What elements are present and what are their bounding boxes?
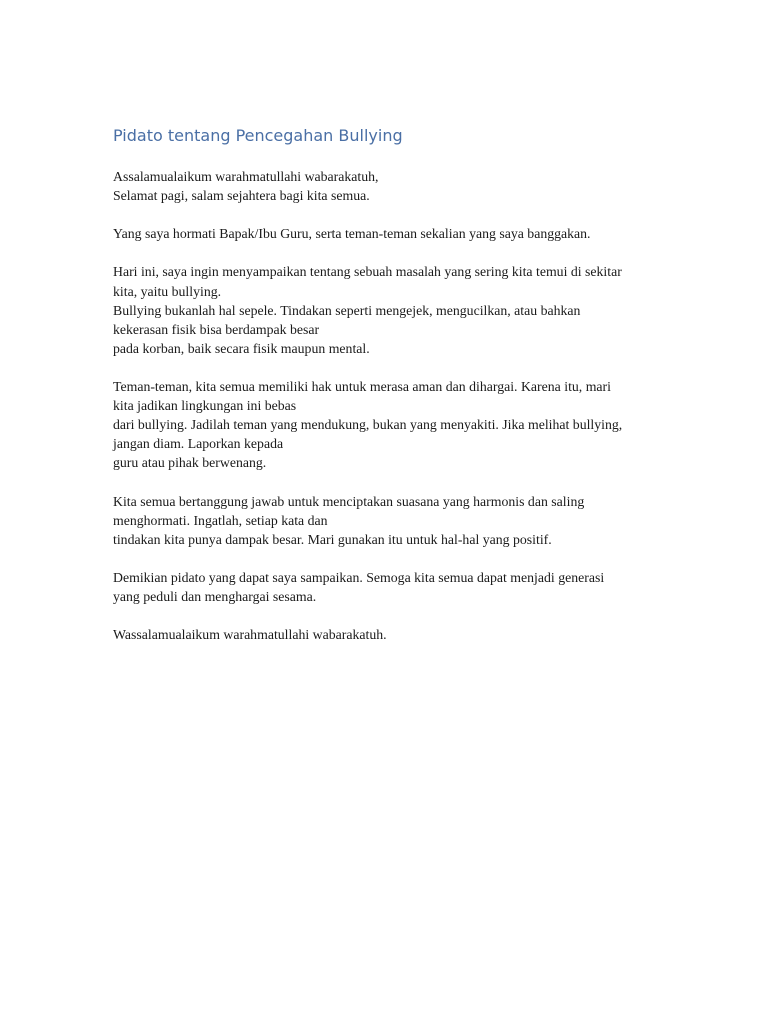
paragraph-call-to-action [113,377,673,472]
document-body [113,167,673,663]
paragraph-responsibility [113,492,673,549]
text-line: Selamat pagi, salam sejahtera bagi kita semua. [113,188,370,204]
text-line: jangan diam. Laporkan kepada [113,436,284,452]
text-line: dari bullying. Jadilah teman yang mendukung, bukan yang menyakiti. Jika melihat bullying, [113,417,623,433]
text-line: Wassalamualaikum warahmatullahi wabarakatuh. [113,627,387,643]
text-line: kekerasan fisik bisa berdampak besar [113,321,320,337]
text-line: Bullying bukanlah hal sepele. Tindakan seperti mengejek, mengucilkan, atau bahkan [113,302,581,318]
text-line: tindakan kita punya dampak besar. Mari gunakan itu untuk hal-hal yang positif. [113,531,552,547]
text-line: menghormati. Ingatlah, setiap kata dan [113,512,328,528]
paragraph-closing [113,568,673,606]
paragraph-greeting [113,167,673,205]
text-line: guru atau pihak berwenang. [113,455,267,471]
paragraph-topic [113,262,673,357]
text-line: Hari ini, saya ingin menyampaikan tentang sebuah masalah yang sering kita temui di sekitar [113,264,622,280]
text-line: Yang saya hormati Bapak/Ibu Guru, serta teman-teman sekalian yang saya banggakan. [113,226,591,242]
text-line: Teman-teman, kita semua memiliki hak untuk merasa aman dan dihargai. Karena itu, mari [113,379,611,395]
text-line: yang peduli dan menghargai sesama. [113,589,317,605]
text-line: Demikian pidato yang dapat saya sampaikan. Semoga kita semua dapat menjadi generasi [113,569,605,585]
text-line: kita, yaitu bullying. [113,283,222,299]
paragraph-farewell [113,625,673,644]
text-line: Assalamualaikum warahmatullahi wabarakatuh, [113,169,379,184]
document-title: Pidato tentang Pencegahan Bullying [113,126,403,145]
text-line: kita jadikan lingkungan ini bebas [113,398,297,414]
paragraph-respect [113,224,673,243]
text-line: Kita semua bertanggung jawab untuk menciptakan suasana yang harmonis dan saling [113,493,585,509]
text-line: pada korban, baik secara fisik maupun mental. [113,340,370,356]
